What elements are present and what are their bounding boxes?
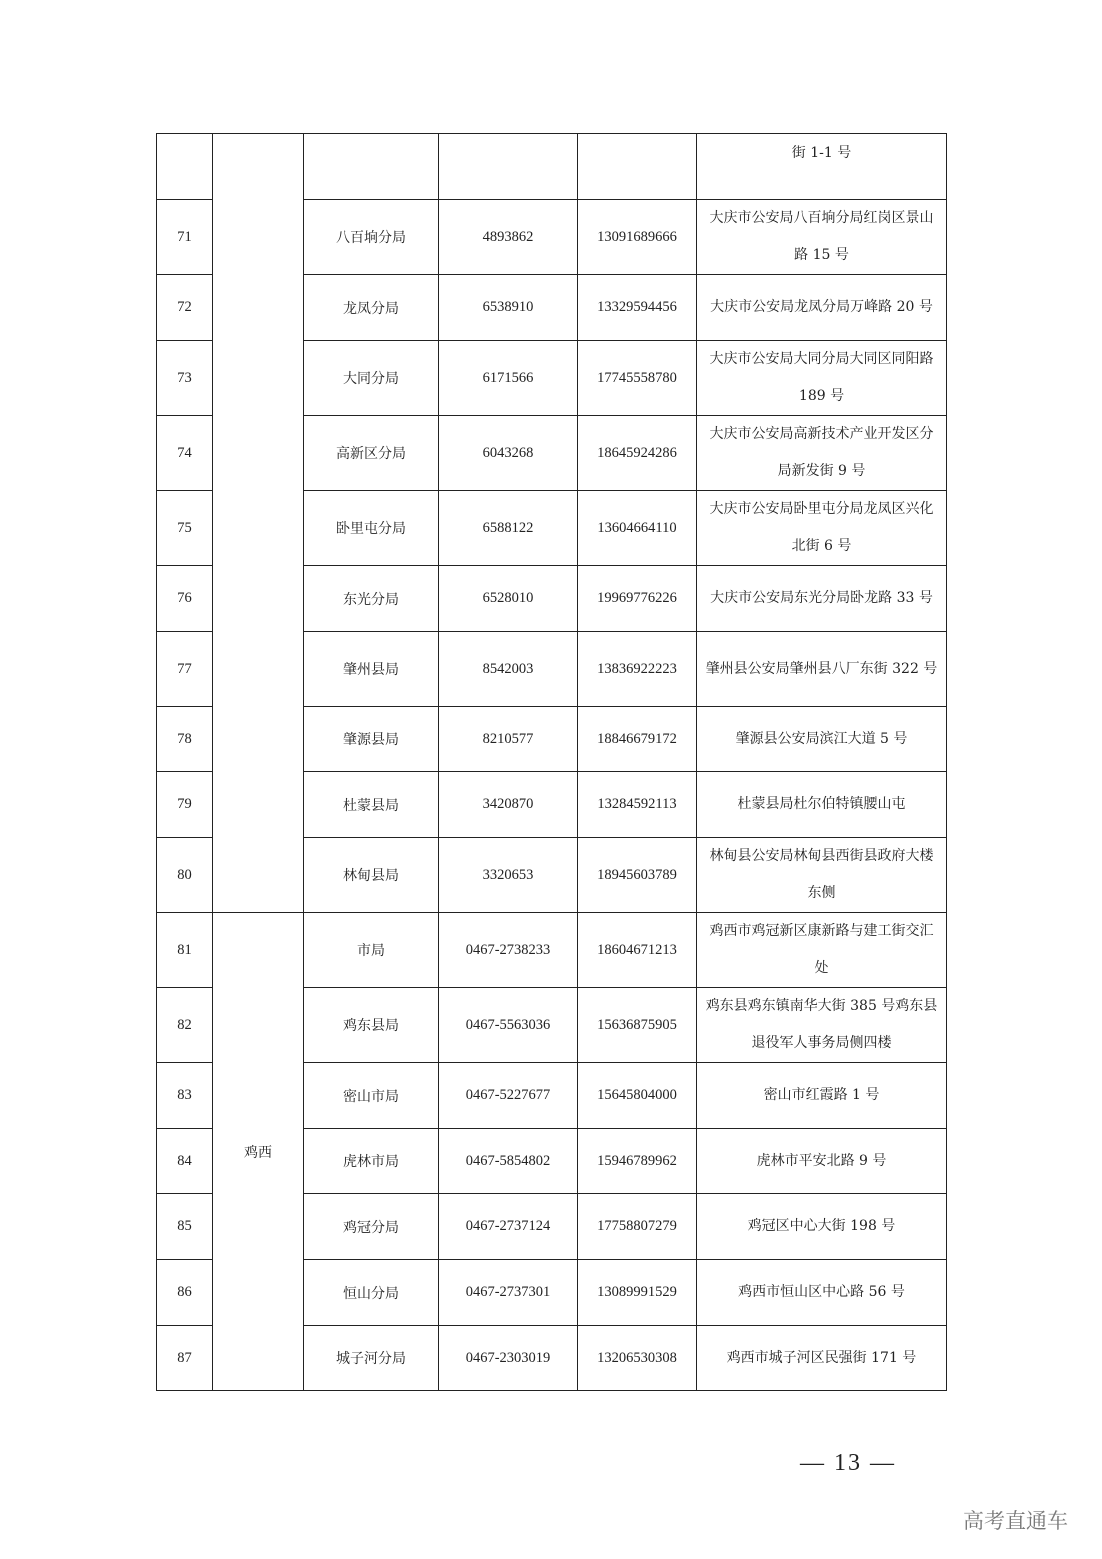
address-cell: 街 1-1 号 xyxy=(697,134,947,200)
tel-cell: 0467-5563036 xyxy=(439,988,578,1063)
mobile-cell: 17758807279 xyxy=(578,1194,697,1260)
mobile-cell: 18846679172 xyxy=(578,707,697,772)
address-cell: 鸡冠区中心大街 198 号 xyxy=(697,1194,947,1260)
unit-cell: 杜蒙县局 xyxy=(304,772,439,838)
no-cell: 71 xyxy=(157,200,213,275)
unit-cell: 八百垧分局 xyxy=(304,200,439,275)
address-cell: 鸡西市鸡冠新区康新路与建工街交汇处 xyxy=(697,913,947,988)
region-cell xyxy=(213,134,304,913)
tel-cell: 6043268 xyxy=(439,416,578,491)
no-cell: 87 xyxy=(157,1326,213,1391)
unit-cell: 林甸县局 xyxy=(304,838,439,913)
address-cell: 密山市红霞路 1 号 xyxy=(697,1063,947,1129)
tel-cell: 6588122 xyxy=(439,491,578,566)
address-cell: 鸡东县鸡东镇南华大街 385 号鸡东县退役军人事务局侧四楼 xyxy=(697,988,947,1063)
no-cell xyxy=(157,134,213,200)
no-cell: 79 xyxy=(157,772,213,838)
tel-cell: 0467-2737124 xyxy=(439,1194,578,1260)
tel-cell: 0467-5227677 xyxy=(439,1063,578,1129)
no-cell: 72 xyxy=(157,275,213,341)
no-cell: 75 xyxy=(157,491,213,566)
mobile-cell: 15645804000 xyxy=(578,1063,697,1129)
mobile-cell: 13089991529 xyxy=(578,1260,697,1326)
contact-table xyxy=(156,133,947,1391)
unit-cell xyxy=(304,134,439,200)
mobile-cell: 13329594456 xyxy=(578,275,697,341)
table-row xyxy=(157,913,947,988)
unit-cell: 城子河分局 xyxy=(304,1326,439,1391)
tel-cell: 3320653 xyxy=(439,838,578,913)
no-cell: 86 xyxy=(157,1260,213,1326)
tel-cell xyxy=(439,134,578,200)
tel-cell: 4893862 xyxy=(439,200,578,275)
no-cell: 73 xyxy=(157,341,213,416)
no-cell: 77 xyxy=(157,632,213,707)
region-cell: 鸡西 xyxy=(213,913,304,1391)
tel-cell: 0467-5854802 xyxy=(439,1129,578,1194)
mobile-cell: 13284592113 xyxy=(578,772,697,838)
mobile-cell: 18604671213 xyxy=(578,913,697,988)
no-cell: 84 xyxy=(157,1129,213,1194)
no-cell: 85 xyxy=(157,1194,213,1260)
tel-cell: 6171566 xyxy=(439,341,578,416)
mobile-cell: 17745558780 xyxy=(578,341,697,416)
unit-cell: 虎林市局 xyxy=(304,1129,439,1194)
unit-cell: 市局 xyxy=(304,913,439,988)
unit-cell: 肇州县局 xyxy=(304,632,439,707)
address-cell: 杜蒙县局杜尔伯特镇腰山屯 xyxy=(697,772,947,838)
mobile-cell: 13091689666 xyxy=(578,200,697,275)
address-cell: 大庆市公安局八百垧分局红岗区景山路 15 号 xyxy=(697,200,947,275)
address-cell: 大庆市公安局龙凤分局万峰路 20 号 xyxy=(697,275,947,341)
mobile-cell: 13604664110 xyxy=(578,491,697,566)
mobile-cell: 19969776226 xyxy=(578,566,697,632)
no-cell: 81 xyxy=(157,913,213,988)
tel-cell: 3420870 xyxy=(439,772,578,838)
page-number: — 13 — xyxy=(800,1450,896,1476)
unit-cell: 肇源县局 xyxy=(304,707,439,772)
mobile-cell: 15636875905 xyxy=(578,988,697,1063)
mobile-cell: 18945603789 xyxy=(578,838,697,913)
tel-cell: 6528010 xyxy=(439,566,578,632)
address-cell: 大庆市公安局高新技术产业开发区分局新发街 9 号 xyxy=(697,416,947,491)
tel-cell: 8542003 xyxy=(439,632,578,707)
no-cell: 76 xyxy=(157,566,213,632)
tel-cell: 0467-2737301 xyxy=(439,1260,578,1326)
mobile-cell: 18645924286 xyxy=(578,416,697,491)
unit-cell: 东光分局 xyxy=(304,566,439,632)
tel-cell: 6538910 xyxy=(439,275,578,341)
address-cell: 林甸县公安局林甸县西街县政府大楼东侧 xyxy=(697,838,947,913)
address-cell: 肇州县公安局肇州县八厂东街 322 号 xyxy=(697,632,947,707)
watermark: 高考直通车 xyxy=(963,1509,1068,1533)
tel-cell: 8210577 xyxy=(439,707,578,772)
no-cell: 83 xyxy=(157,1063,213,1129)
unit-cell: 高新区分局 xyxy=(304,416,439,491)
no-cell: 82 xyxy=(157,988,213,1063)
address-cell: 大庆市公安局卧里屯分局龙凤区兴化北街 6 号 xyxy=(697,491,947,566)
address-cell: 鸡西市恒山区中心路 56 号 xyxy=(697,1260,947,1326)
unit-cell: 卧里屯分局 xyxy=(304,491,439,566)
tel-cell: 0467-2738233 xyxy=(439,913,578,988)
unit-cell: 龙凤分局 xyxy=(304,275,439,341)
mobile-cell xyxy=(578,134,697,200)
address-cell: 鸡西市城子河区民强街 171 号 xyxy=(697,1326,947,1391)
unit-cell: 密山市局 xyxy=(304,1063,439,1129)
unit-cell: 恒山分局 xyxy=(304,1260,439,1326)
unit-cell: 鸡冠分局 xyxy=(304,1194,439,1260)
mobile-cell: 15946789962 xyxy=(578,1129,697,1194)
mobile-cell: 13206530308 xyxy=(578,1326,697,1391)
no-cell: 80 xyxy=(157,838,213,913)
address-cell: 大庆市公安局东光分局卧龙路 33 号 xyxy=(697,566,947,632)
mobile-cell: 13836922223 xyxy=(578,632,697,707)
unit-cell: 鸡东县局 xyxy=(304,988,439,1063)
tel-cell: 0467-2303019 xyxy=(439,1326,578,1391)
address-cell: 大庆市公安局大同分局大同区同阳路 189 号 xyxy=(697,341,947,416)
address-cell: 虎林市平安北路 9 号 xyxy=(697,1129,947,1194)
unit-cell: 大同分局 xyxy=(304,341,439,416)
address-cell: 肇源县公安局滨江大道 5 号 xyxy=(697,707,947,772)
no-cell: 78 xyxy=(157,707,213,772)
table-row-continued xyxy=(157,134,947,200)
no-cell: 74 xyxy=(157,416,213,491)
